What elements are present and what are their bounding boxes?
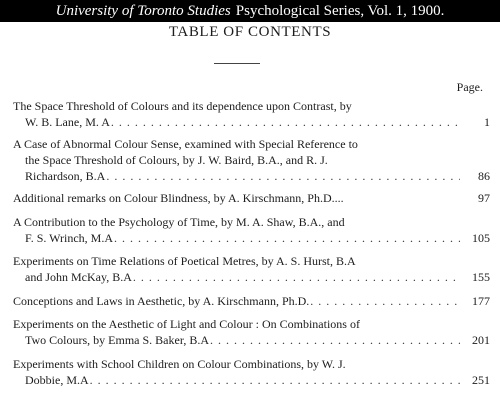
entry-author: and John McKay, B.A [25,270,132,284]
entry-text: A Case of Abnormal Colour Sense, examined with Special Reference to [13,137,358,151]
entry-author: Two Colours, by Emma S. Baker, B.A [25,333,210,347]
page-number: 177 [472,294,490,308]
dot-leader [310,293,460,309]
entry-text: A Contribution to the Psychology of Time, by M. A. Shaw, B.A., and [13,215,345,229]
toc-entry [13,316,490,348]
entry-author: W. B. Lane, M. A [25,115,110,129]
page-number: 1 [484,115,490,129]
page-number: 105 [472,231,490,245]
page-title: TABLE OF CONTENTS [168,24,332,40]
page-number: 201 [472,333,490,347]
entry-last-line [13,230,490,246]
toc-entry [13,190,490,206]
entry-last-line [13,190,490,206]
page-column-heading: Page. [456,80,483,94]
page-number: 251 [472,373,490,387]
toc-entry [13,356,490,388]
entry-title: Conceptions and Laws in Aesthetic, by A. Kirschmann, Ph.D. [13,294,310,308]
entry-text: The Space Threshold of Colours and its dependence upon Contrast, by [13,99,352,113]
dot-leader [114,230,460,246]
toc-entry [13,293,490,309]
entry-last-line [13,293,490,309]
series-volume: Psychological Series, Vol. 1, 1900. [235,2,445,19]
page-number: 86 [478,169,490,183]
toc-entry [13,136,490,184]
entry-text: Experiments on the Aesthetic of Light and Colour : On Combinations of [13,317,360,331]
entry-last-line [13,332,490,348]
entry-last-line [13,372,490,388]
page-number: 155 [472,270,490,284]
toc-entry [13,98,490,130]
series-name: University of Toronto Studies [55,2,231,19]
title-rule [214,63,260,64]
entry-last-line [13,269,490,285]
series-banner [0,0,500,22]
dot-leader [106,168,460,184]
entry-last-line [13,168,490,184]
entry-last-line [13,114,490,130]
toc-entry [13,214,490,246]
toc-entry [13,253,490,285]
entry-text: Experiments on Time Relations of Poetical Metres, by A. S. Hurst, B.A [13,254,356,268]
dot-leader [210,332,460,348]
dot-leader [90,372,460,388]
dot-leader [133,269,460,285]
entry-text: the Space Threshold of Colours, by J. W. Baird, B.A., and R. J. [25,153,328,167]
dot-leader [111,114,460,130]
page-number: 97 [478,191,490,205]
entry-author: Dobbie, M.A [25,373,89,387]
entry-text: Experiments with School Children on Colour Combinations, by W. J. [13,357,346,371]
entry-author: F. S. Wrinch, M.A [25,231,114,245]
entry-title: Additional remarks on Colour Blindness, by A. Kirschmann, Ph.D.... [13,191,344,205]
entry-author: Richardson, B.A [25,169,106,183]
